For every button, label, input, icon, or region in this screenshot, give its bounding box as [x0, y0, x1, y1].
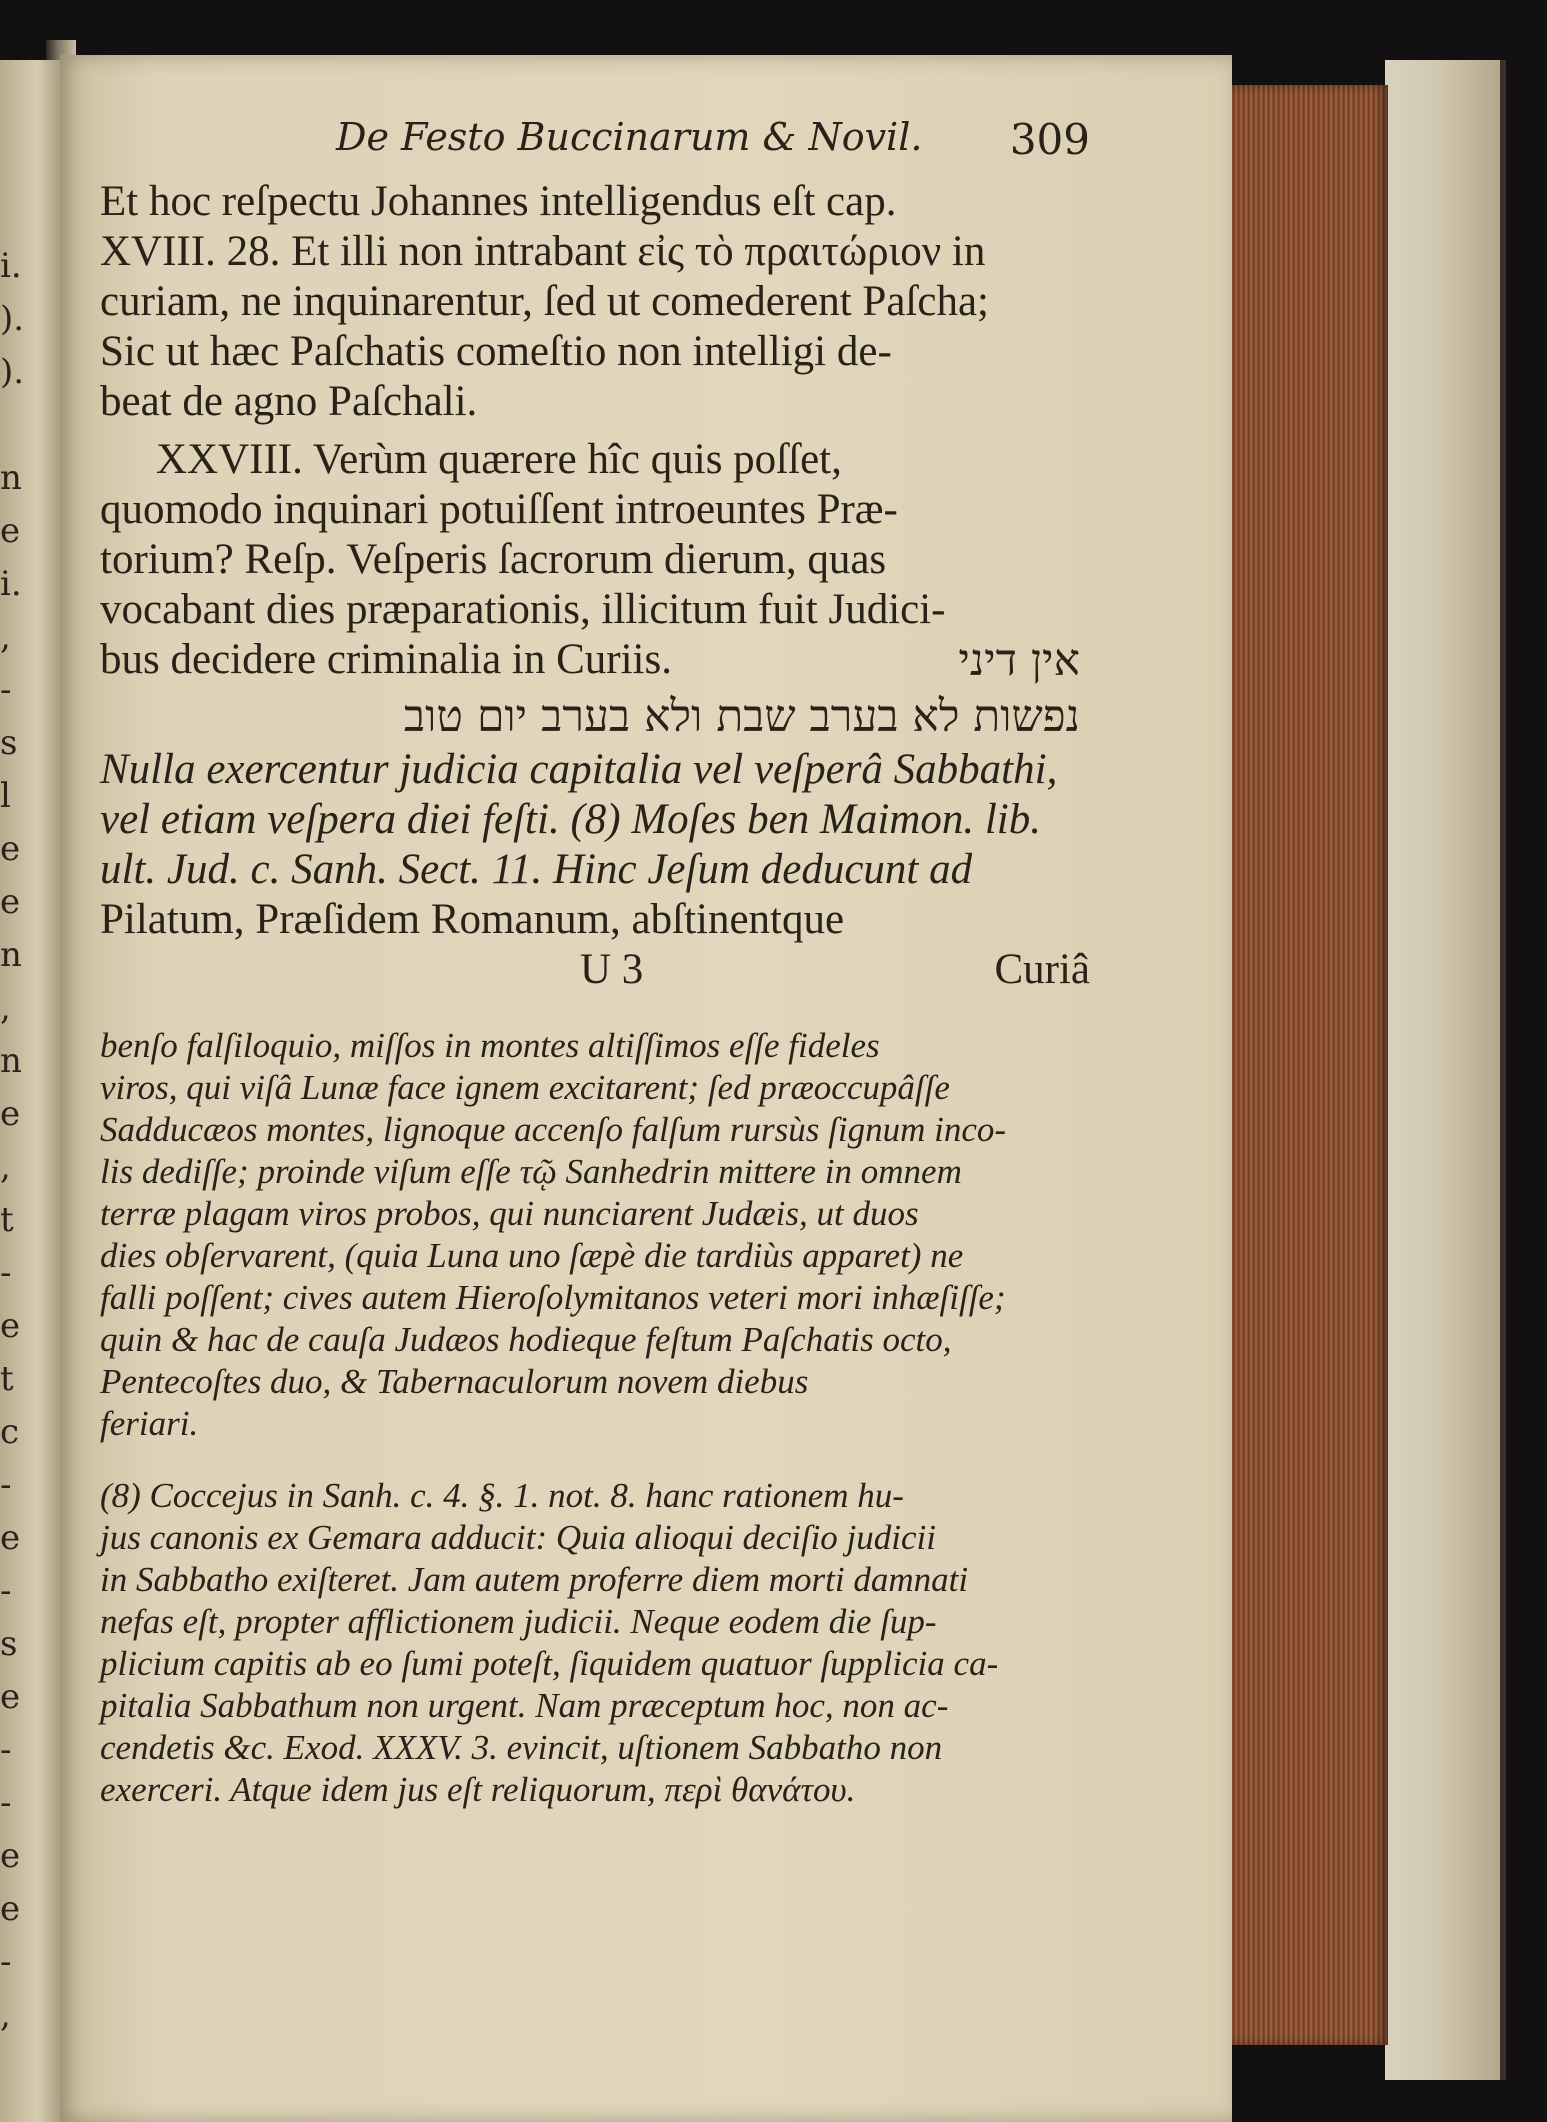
footnote-line: plicium capitis ab eo ſumi poteſt, ſiquidem quatuor ſupplicia ca-: [100, 1644, 999, 1683]
catchword: Curiâ: [994, 946, 1090, 993]
footnote-line: dies obſervarent, (quia Luna uno ſæpè die tardiùs apparet) ne: [100, 1236, 964, 1275]
footnote-continuation: [100, 1025, 1080, 1445]
text-line: Nulla exercentur judicia capitalia vel veſperâ Sabbathi,: [100, 746, 1058, 793]
hebrew-line: אין דיני: [958, 635, 1080, 686]
book-cover: [1385, 60, 1506, 2080]
main-text: [100, 177, 1090, 997]
signature-mark: U 3: [580, 946, 644, 993]
text-line: Pilatum, Præſidem Romanum, abſtinentque: [100, 896, 845, 943]
footnote-line: feriari.: [100, 1404, 199, 1443]
footnote-8: [100, 1475, 1080, 1811]
text-line: XVIII. 28. Et illi non intrabant εἰς τὸ πραιτώριον in: [100, 228, 986, 275]
section-heading-line: XXVIII. Verùm quærere hîc quis poſſet,: [156, 436, 842, 483]
running-title: De Festo Buccinarum & Novil.: [336, 115, 923, 159]
signature-row: [100, 945, 1090, 997]
page-block-edge: [1218, 85, 1388, 2045]
footnote-line: falli poſſent; cives autem Hieroſolymitanos veteri mori inhæſiſſe;: [100, 1278, 1006, 1317]
footnote-line: Pentecoſtes duo, & Tabernaculorum novem diebus: [100, 1362, 809, 1401]
page-number: 309: [1009, 115, 1090, 164]
footnote-line: (8) Coccejus in Sanh. c. 4. §. 1. not. 8. hanc rationem hu-: [100, 1476, 904, 1515]
text-line: beat de agno Paſchali.: [100, 378, 478, 425]
footnote-line: lis dediſſe; proinde viſum eſſe τῷ Sanhedrin mittere in omnem: [100, 1152, 962, 1191]
text-line: vel etiam veſpera diei feſti. (8) Moſes ben Maimon. lib.: [100, 796, 1041, 843]
left-page-edge: [0, 60, 62, 2122]
footnote-line: quin & hac de cauſa Judæos hodieque feſtum Paſchatis octo,: [100, 1320, 952, 1359]
footnote-line: pitalia Sabbathum non urgent. Nam præceptum hoc, non ac-: [100, 1686, 949, 1725]
footnote-line: benſo falſiloquio, miſſos in montes altiſſimos eſſe fideles: [100, 1026, 880, 1065]
text-line: quomodo inquinari potuiſſent introeuntes Præ-: [100, 486, 898, 533]
text-line: Sic ut hæc Paſchatis comeſtio non intelligi de-: [100, 328, 892, 375]
footnote-line: in Sabbatho exiſteret. Jam autem proferre diem morti damnati: [100, 1560, 969, 1599]
footnote-line: exerceri. Atque idem jus eſt reliquorum, περὶ θανάτου.: [100, 1770, 856, 1809]
footnote-line: Sadducæos montes, lignoque accenſo falſum rursùs ſignum inco-: [100, 1110, 1007, 1149]
footnote-line: terræ plagam viros probos, qui nunciarent Judæis, ut duos: [100, 1194, 919, 1233]
text-line: curiam, ne inquinarentur, ſed ut comederent Paſcha;: [100, 278, 989, 325]
text-line: torium? Reſp. Veſperis ſacrorum dierum, quas: [100, 536, 887, 583]
footnote-line: cendetis &c. Exod. XXXV. 3. evincit, uſtionem Sabbatho non: [100, 1728, 943, 1767]
paragraph-3: [100, 745, 1080, 945]
text-line: ult. Jud. c. Sanh. Sect. 11. Hinc Jeſum deducunt ad: [100, 846, 973, 893]
text-line: bus decidere criminalia in Curiis.: [100, 636, 672, 683]
footnote-line: jus canonis ex Gemara adducit: Quia alioqui deciſio judicii: [100, 1518, 936, 1557]
left-page-margin-text: i. ). ). n e i. , - s l e e n , n e , t - e t c - e - s e - - e e - ,: [0, 246, 25, 2035]
footnote-line: viros, qui viſâ Lunæ face ignem excitarent; ſed præoccupâſſe: [100, 1068, 950, 1107]
page-content: [100, 115, 1090, 1811]
hebrew-line: נפשות לא בערב שבת ולא בערב יום טוב: [403, 691, 1080, 742]
footnote-line: nefas eſt, propter afflictionem judicii. Neque eodem die ſup-: [100, 1602, 937, 1641]
paragraph-1: [100, 177, 1080, 427]
text-line: vocabant dies præparationis, illicitum fuit Judici-: [100, 586, 946, 633]
text-line: Et hoc reſpectu Johannes intelligendus eſt cap.: [100, 178, 897, 225]
running-header: [100, 115, 1090, 177]
